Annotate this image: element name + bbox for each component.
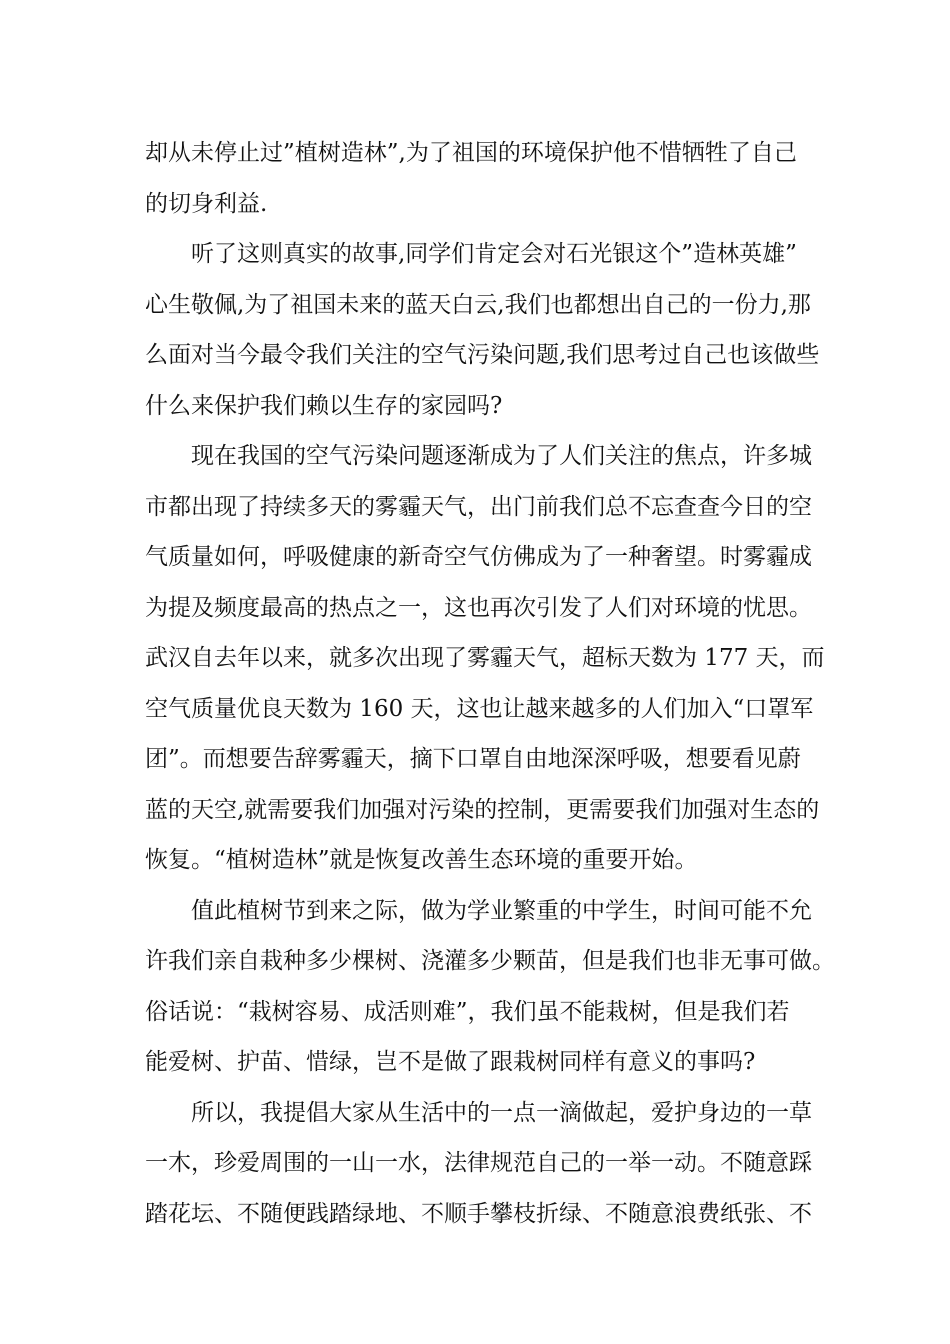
text-line-20: 所以，我提倡大家从生活中的一点一滴做起，爱护身边的一草 bbox=[191, 1099, 812, 1126]
text-line-12: 空气质量优良天数为 160 天，这也让越来越多的人们加入“口罩军 bbox=[145, 695, 814, 722]
text-line-11: 武汉自去年以来，就多次出现了雾霾天气，超标天数为 177 天，而 bbox=[145, 645, 825, 671]
body-text bbox=[145, 128, 835, 1239]
text-line-18: 俗话说：“栽树容易、成活则难”，我们虽不能栽树，但是我们若 bbox=[145, 998, 790, 1025]
text-line-21: 一木，珍爱周围的一山一水，法律规范自己的一举一动。不随意踩 bbox=[145, 1150, 812, 1176]
text-line-5: 么面对当今最令我们关注的空气污染问题,我们思考过自己也该做些 bbox=[145, 342, 820, 368]
text-line-1: 却从未停止过”植树造林”,为了祖国的环境保护他不惜牺牲了自己 bbox=[145, 140, 797, 166]
text-line-2: 的切身利益. bbox=[145, 190, 268, 217]
text-line-3: 听了这则真实的故事,同学们肯定会对石光银这个”造林英雄” bbox=[191, 241, 797, 267]
text-line-15: 恢复。“植树造林”就是恢复改善生态环境的重要开始。 bbox=[145, 847, 698, 873]
text-line-6: 什么来保护我们赖以生存的家园吗? bbox=[145, 392, 503, 419]
text-line-13: 团”。而想要告辞雾霾天，摘下口罩自由地深深呼吸，想要看见蔚 bbox=[145, 746, 801, 772]
text-line-17: 许我们亲自栽种多少棵树、浇灌多少颗苗，但是我们也非无事可做。 bbox=[145, 948, 835, 974]
text-line-22: 踏花坛、不随便践踏绿地、不顺手攀枝折绿、不随意浪费纸张、不 bbox=[145, 1200, 812, 1227]
text-line-4: 心生敬佩,为了祖国未来的蓝天白云,我们也都想出自己的一份力,那 bbox=[145, 291, 811, 318]
text-line-19: 能爱树、护苗、惜绿，岂不是做了跟栽树同样有意义的事吗? bbox=[145, 1049, 756, 1075]
text-line-10: 为提及频度最高的热点之一，这也再次引发了人们对环境的忧思。 bbox=[145, 594, 812, 621]
text-line-8: 市都出现了持续多天的雾霾天气，出门前我们总不忘查查今日的空 bbox=[145, 493, 812, 520]
text-line-16: 值此植树节到来之际，做为学业繁重的中学生，时间可能不允 bbox=[191, 897, 812, 924]
text-line-14: 蓝的天空,就需要我们加强对污染的控制，更需要我们加强对生态的 bbox=[145, 796, 820, 823]
text-line-7: 现在我国的空气污染问题逐渐成为了人们关注的焦点，许多城 bbox=[191, 443, 812, 469]
text-line-9: 气质量如何，呼吸健康的新奇空气仿佛成为了一种奢望。时雾霾成 bbox=[145, 544, 812, 570]
